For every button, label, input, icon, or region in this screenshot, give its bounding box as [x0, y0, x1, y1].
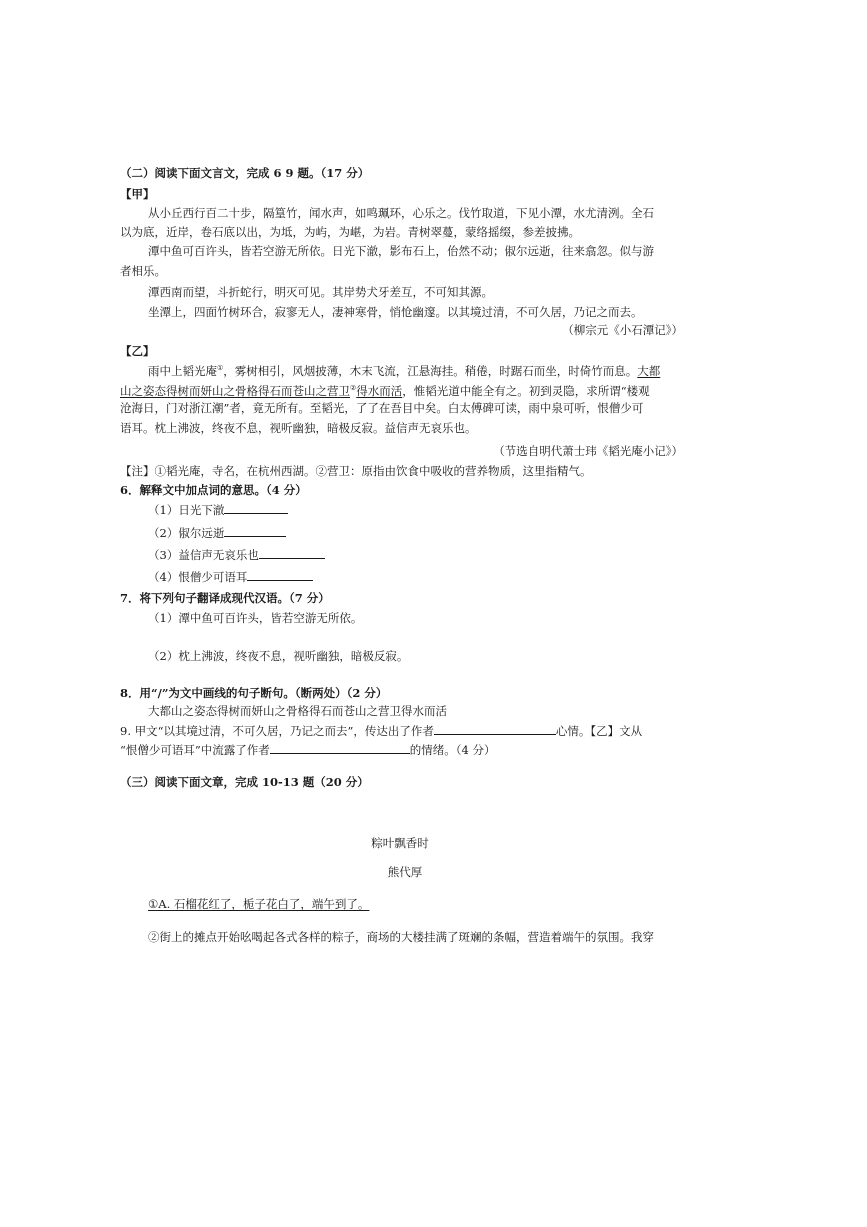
- yi-line-1-text-a: 雨中上韬光庵: [148, 363, 217, 378]
- answer-blank[interactable]: [259, 546, 325, 559]
- answer-blank[interactable]: [434, 722, 556, 735]
- yi-underlined-start: 大都: [637, 363, 661, 378]
- yi-line-1-text-b: ，雾树相引，风烟披薄，木末飞流，江悬海挂。稍倦，时踞石而坐，时倚竹而息。: [223, 363, 638, 378]
- answer-blank[interactable]: [224, 524, 286, 537]
- jia-paragraph-2-line-1: 潭中鱼可百许头，皆若空游无所依。日光下澈，影布石上，佁然不动；俶尔远逝，往来翕忽。似与游: [148, 244, 654, 258]
- question-6-item-2: [148, 524, 286, 541]
- question-6-item-3: [148, 546, 325, 563]
- annotation-note: 【注】①韬光庵，寺名，在杭州西湖。②营卫：原指由饮食中吸收的营养物质，这里指精气。: [120, 464, 592, 478]
- yi-line-4: 语耳。枕上沸波，终夜不息，视听幽独，暗极反寂。益信声无哀乐也。: [120, 421, 477, 435]
- answer-blank[interactable]: [270, 741, 410, 754]
- q9-line-2-text-a: “恨僧少可语耳”中流露了作者: [120, 743, 270, 757]
- article-paragraph-2: ②街上的摊点开始吆喝起各式各样的粽子，商场的大楼挂满了斑斓的条幅，营造着端午的氛围。我穿: [148, 930, 654, 944]
- jia-paragraph-4: 坐潭上，四面竹树环合，寂寥无人，凄神寒骨，悄怆幽邃。以其境过清，不可久居，乃记之而去。: [148, 305, 643, 319]
- q6-item-2-text: （2）俶尔远逝: [148, 526, 225, 540]
- q6-item-3-text: （3）益信声无哀乐也: [148, 548, 259, 562]
- question-9-line-1: [120, 722, 642, 739]
- section-2-heading: （二）阅读下面文言文，完成 6 9 题。（17 分）: [120, 166, 370, 180]
- q6-item-4-text: （4）恨僧少可语耳: [148, 570, 248, 584]
- jia-paragraph-3: 潭西南而望，斗折蛇行，明灭可见。其岸势犬牙差互，不可知其源。: [148, 285, 493, 299]
- yi-line-1: [148, 360, 660, 379]
- jia-label: 【甲】: [120, 187, 155, 201]
- question-8-title: 8．用“/”为文中画线的句子断句。（断两处）（2 分）: [120, 686, 388, 700]
- yi-underlined-sentence-b: 得水而活: [356, 383, 403, 398]
- article-paragraph-1: ①A. 石榴花红了，栀子花白了，端午到了。: [148, 897, 370, 911]
- q9-line-1-text-a: 9. 甲文“以其境过清，不可久居，乃记之而去”，传达出了作者: [120, 724, 434, 738]
- yi-source: （节选自明代萧士玮《韬光庵小记》）: [493, 444, 683, 458]
- footnote-marker-1: ①: [217, 364, 224, 372]
- jia-paragraph-2-line-2: 者相乐。: [120, 264, 166, 278]
- section-3-heading: （三）阅读下面文章，完成 10-13 题（20 分）: [120, 775, 369, 789]
- jia-paragraph-1-line-1: 从小丘西行百二十步，隔篁竹，闻水声，如鸣珮环，心乐之。伐竹取道，下见小潭，水尤清洌。全石: [148, 206, 654, 220]
- yi-underlined-sentence-a: 山之姿态得树而妍山之骨格得石而苍山之营卫: [120, 383, 350, 398]
- question-6-item-4: [148, 568, 313, 585]
- yi-line-3: 沧海日，门对浙江潮”者，竟无所有。至韬光，了了在吾目中矣。白太傅碑可读，雨中泉可听，恨僧少可: [120, 401, 644, 415]
- question-7-item-2: （2）枕上沸波，终夜不息，视听幽独，暗极反寂。: [148, 649, 409, 663]
- q6-item-1-text: （1）日光下澈: [148, 503, 225, 517]
- answer-blank[interactable]: [247, 568, 313, 581]
- question-6-item-1: [148, 501, 288, 518]
- question-9-line-2: [120, 741, 496, 758]
- question-6-title: 6．解释文中加点词的意思。（4 分）: [120, 483, 307, 497]
- footnote-marker-2: ②: [350, 384, 357, 392]
- article-title: 粽叶飘香时: [371, 836, 429, 850]
- jia-source: （柳宗元《小石潭记》）: [562, 323, 683, 337]
- yi-line-2-text: ，惟韬光道中能全有之。初到灵隐，求所谓“楼观: [402, 383, 650, 398]
- yi-line-2: [120, 380, 650, 399]
- question-7-title: 7．将下列句子翻译成现代汉语。（7 分）: [120, 591, 330, 605]
- answer-blank[interactable]: [224, 501, 288, 514]
- question-8-sentence: 大都山之姿态得树而妍山之骨格得石而苍山之营卫得水而活: [148, 704, 447, 718]
- yi-label: 【乙】: [120, 344, 155, 358]
- article-author: 熊代厚: [387, 865, 423, 879]
- q9-line-1-text-b: 心情。【乙】文从: [555, 724, 643, 738]
- jia-paragraph-1-line-2: 以为底，近岸，卷石底以出，为坻，为屿，为嵁，为岩。青树翠蔓，蒙络摇缀，参差披拂。: [120, 225, 580, 239]
- question-7-item-1: （1）潭中鱼可百许头，皆若空游无所依。: [148, 611, 363, 625]
- q9-line-2-text-b: 的情绪。（4 分）: [409, 743, 496, 757]
